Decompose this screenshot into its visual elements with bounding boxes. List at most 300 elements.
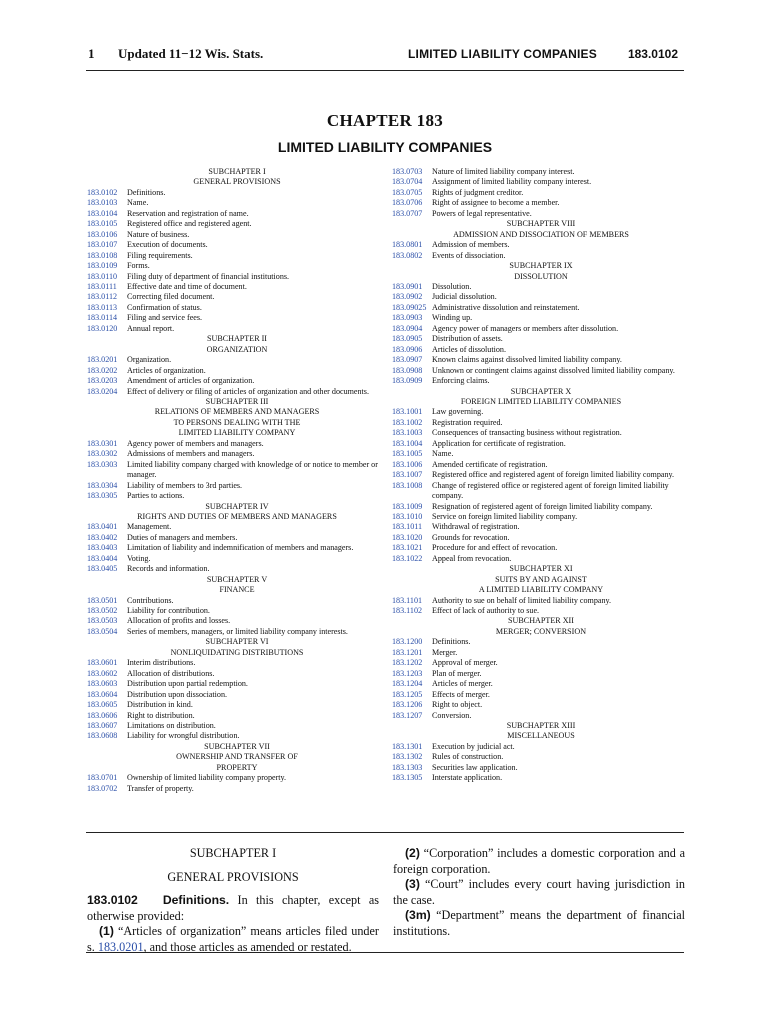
toc-entry [87, 376, 387, 386]
definition-3m [393, 908, 685, 939]
toc-entry [87, 564, 387, 574]
toc-section-link[interactable]: 183.1201 [392, 647, 423, 657]
toc-entry [87, 282, 387, 292]
toc-section-link[interactable]: 183.0801 [392, 240, 423, 250]
toc-section-title: Withdrawal of registration. [432, 522, 520, 532]
toc-entry [392, 324, 690, 334]
toc-entry [87, 773, 387, 783]
toc-entry [392, 188, 690, 198]
toc-section-title: Effect of lack of authority to sue. [432, 606, 540, 616]
toc-section-link[interactable]: 183.0402 [87, 532, 118, 542]
toc-entry [392, 512, 690, 522]
toc-section-title: Effects of merger. [432, 689, 490, 699]
toc-entry [87, 198, 387, 208]
toc-entry [87, 627, 387, 637]
toc-entry [87, 554, 387, 564]
toc-subchapter-heading: SUBCHAPTER V [206, 574, 268, 584]
toc-entry [392, 554, 690, 564]
toc-entry [392, 334, 690, 344]
toc-entry [87, 700, 387, 710]
toc-section-title: Conversion. [432, 710, 472, 720]
toc-subchapter-heading: OWNERSHIP AND TRANSFER OF [176, 752, 298, 762]
running-title: LIMITED LIABILITY COMPANIES [408, 47, 597, 61]
toc-entry [87, 522, 387, 532]
toc-subchapter-heading: SUBCHAPTER III [205, 396, 269, 406]
toc-subchapter-heading: SUBCHAPTER VIII [506, 219, 576, 229]
toc-entry [87, 460, 387, 481]
toc-section-title: Interim distributions. [127, 658, 196, 668]
toc-entry [392, 355, 690, 365]
toc-entry [392, 407, 690, 417]
toc-section-link[interactable]: 183.0305 [87, 491, 118, 501]
toc-section-link[interactable]: 183.1004 [392, 438, 423, 448]
toc-section-link[interactable]: 183.1102 [392, 606, 423, 616]
toc-section-link[interactable]: 183.1203 [392, 668, 423, 678]
toc-section-link[interactable]: 183.0120 [87, 323, 118, 333]
toc-entry [392, 428, 690, 438]
toc-subchapter-heading: LIMITED LIABILITY COMPANY [178, 428, 296, 438]
section-title: Definitions. [162, 893, 230, 908]
toc-section-link[interactable]: 183.0905 [392, 334, 423, 344]
toc-section-title: Filing and service fees. [127, 313, 203, 323]
toc-section-title: Registered office and registered agent of foreign limited liability company. [432, 470, 675, 480]
toc-entry [392, 763, 690, 773]
toc-section-link[interactable]: 183.0903 [392, 313, 423, 323]
toc-section-title: Reservation and registration of name. [127, 208, 249, 218]
toc-entry [392, 502, 690, 512]
toc-section-link[interactable]: 183.0608 [87, 731, 118, 741]
toc-section-link[interactable]: 183.1303 [392, 762, 423, 772]
toc-entry [392, 606, 690, 616]
toc-entry [87, 292, 387, 302]
toc-left-column [87, 167, 387, 794]
toc-entry [392, 637, 690, 647]
toc-section-link[interactable]: 183.0902 [392, 292, 423, 302]
toc-section-title: Contributions. [127, 595, 174, 605]
toc-entry [392, 209, 690, 219]
toc-section-link[interactable]: 183.0401 [87, 522, 118, 532]
toc-section-link[interactable]: 183.0601 [87, 658, 118, 668]
toc-entry [87, 355, 387, 365]
toc-entry [392, 481, 690, 502]
toc-section-link[interactable]: 183.0906 [392, 344, 423, 354]
toc-section-link[interactable]: 183.1005 [392, 449, 423, 459]
toc-subchapter-heading: GENERAL PROVISIONS [193, 177, 281, 187]
toc-entry [392, 669, 690, 679]
toc-section-link[interactable]: 183.0707 [392, 208, 423, 218]
toc-section-link[interactable]: 183.0703 [392, 167, 423, 176]
running-section: 183.0102 [627, 47, 678, 61]
toc-section-link[interactable]: 183.1205 [392, 689, 423, 699]
toc-subchapter-heading: RIGHTS AND DUTIES OF MEMBERS AND MANAGERS [137, 511, 337, 521]
toc-subchapter-heading: SUITS BY AND AGAINST [495, 574, 587, 584]
toc-entry [392, 449, 690, 459]
toc-section-title: Ownership of limited liability company property. [127, 773, 287, 783]
toc-section-title: Events of dissociation. [432, 250, 506, 260]
toc-entry [87, 240, 387, 250]
toc-entry [87, 616, 387, 626]
toc-section-title: Law governing. [432, 407, 484, 417]
toc-section-title: Approval of merger. [432, 658, 498, 668]
toc-entry [392, 711, 690, 721]
toc-section-title: Amendment of articles of organization. [127, 376, 255, 386]
toc-section-title: Limitation of liability and indemnification of members and managers. [127, 543, 354, 553]
toc-section-link[interactable]: 183.1204 [392, 679, 423, 689]
toc-entry [87, 261, 387, 271]
toc-entry [392, 303, 690, 313]
toc-entry [87, 230, 387, 240]
toc-section-link[interactable]: 183.1011 [392, 522, 423, 532]
toc-entry [87, 188, 387, 198]
toc-section-link[interactable]: 183.1020 [392, 532, 423, 542]
toc-section-link[interactable]: 183.0901 [392, 281, 423, 291]
toc-section-link[interactable]: 183.0503 [87, 616, 118, 626]
toc-section-link[interactable]: 183.0701 [87, 773, 118, 783]
toc-entry [87, 669, 387, 679]
link-183-0201[interactable]: 183.0201 [97, 939, 144, 954]
toc-section-title: Securities law application. [432, 762, 518, 772]
toc-entry [392, 596, 690, 606]
definition-1-text-b: , and those articles as amended or restated. [143, 939, 352, 954]
toc-section-link[interactable]: 183.0107 [87, 240, 118, 250]
toc-section-link[interactable]: 183.0605 [87, 700, 118, 710]
toc-section-title: Allocation of distributions. [127, 668, 215, 678]
toc-section-title: Dissolution. [432, 281, 472, 291]
toc-section-link[interactable]: 183.0909 [392, 376, 423, 386]
toc-section-link[interactable]: 183.0202 [87, 365, 118, 375]
toc-section-title: Administrative dissolution and reinstatement. [432, 302, 580, 312]
toc-section-title: Filing requirements. [127, 250, 193, 260]
toc-subchapter-heading: TO PERSONS DEALING WITH THE [173, 417, 301, 427]
toc-entry [87, 596, 387, 606]
toc-section-link[interactable]: 183.0301 [87, 438, 118, 448]
toc-section-title: Distribution in kind. [127, 700, 193, 710]
toc-entry [392, 522, 690, 532]
toc-subchapter-heading: SUBCHAPTER XI [509, 564, 573, 574]
definition-3 [393, 877, 685, 908]
toc-entry [87, 303, 387, 313]
toc-entry [392, 418, 690, 428]
toc-section-link[interactable]: 183.0113 [87, 302, 118, 312]
toc-section-link[interactable]: 183.09025 [392, 302, 427, 312]
toc-section-title: Right to object. [432, 700, 483, 710]
toc-section-link[interactable]: 183.0403 [87, 543, 118, 553]
toc-section-title: Execution by judicial act. [432, 741, 515, 751]
toc-subchapter-heading: FOREIGN LIMITED LIABILITY COMPANIES [460, 396, 622, 406]
toc-section-link[interactable]: 183.0603 [87, 679, 118, 689]
toc-section-link[interactable]: 183.0110 [87, 271, 118, 281]
toc-section-title: Management. [127, 522, 172, 532]
definition-3-number: (3) [405, 877, 420, 892]
toc-section-title: Articles of dissolution. [432, 344, 506, 354]
toc-section-title: Transfer of property. [127, 783, 194, 793]
toc-section-link[interactable]: 183.0204 [87, 386, 118, 396]
toc-subchapter-heading: NONLIQUIDATING DISTRIBUTIONS [170, 647, 304, 657]
body-divider [86, 832, 684, 833]
toc-entry [392, 773, 690, 783]
toc-subchapter-heading: SUBCHAPTER XII [508, 616, 574, 626]
toc-entry [392, 366, 690, 376]
toc-section-title: Assignment of limited liability company interest. [432, 177, 592, 187]
chapter-title: LIMITED LIABILITY COMPANIES [277, 139, 493, 155]
toc-section-link[interactable]: 183.0702 [87, 783, 118, 793]
toc-entry [87, 658, 387, 668]
toc-section-title: Registration required. [432, 417, 503, 427]
toc-entry [87, 543, 387, 553]
toc-subchapter-heading: SUBCHAPTER IX [509, 261, 573, 271]
toc-entry [87, 721, 387, 731]
toc-section-title: Records and information. [127, 564, 210, 574]
toc-entry [87, 784, 387, 794]
toc-section-link[interactable]: 183.0802 [392, 250, 423, 260]
toc-section-title: Procedure for and effect of revocation. [432, 543, 558, 553]
toc-section-link[interactable]: 183.0106 [87, 229, 118, 239]
toc-section-title: Liability of members to 3rd parties. [127, 480, 243, 490]
toc-section-link[interactable]: 183.0602 [87, 668, 118, 678]
toc-entry [87, 272, 387, 282]
toc-entry [87, 449, 387, 459]
toc-subchapter-heading: SUBCHAPTER I [208, 167, 266, 176]
toc-subchapter-heading: ORGANIZATION [206, 344, 268, 354]
toc-section-title: Name. [127, 198, 149, 208]
toc-section-title: Definitions. [127, 187, 166, 197]
toc-entry [392, 439, 690, 449]
toc-section-link[interactable]: 183.1101 [392, 595, 423, 605]
toc-section-link[interactable]: 183.1305 [392, 773, 423, 783]
toc-section-link[interactable]: 183.0109 [87, 261, 118, 271]
toc-section-title: Amended certificate of registration. [432, 459, 548, 469]
toc-section-link[interactable]: 183.0304 [87, 480, 118, 490]
toc-entry [392, 345, 690, 355]
toc-section-link[interactable]: 183.1010 [392, 511, 423, 521]
toc-entry [392, 198, 690, 208]
toc-section-title: Consequences of transacting business without registration. [432, 428, 622, 438]
toc-section-title: Judicial dissolution. [432, 292, 497, 302]
toc-section-link[interactable]: 183.1202 [392, 658, 423, 668]
definition-1-text-a: “Articles of organization” means articles filed under s. [87, 924, 379, 954]
toc-subchapter-heading: SUBCHAPTER VII [204, 741, 270, 751]
section-183-0102 [87, 893, 379, 924]
toc-section-link[interactable]: 183.1008 [392, 480, 423, 490]
toc-entry [87, 491, 387, 501]
toc-section-link[interactable]: 183.0302 [87, 449, 118, 459]
toc-subchapter-heading: SUBCHAPTER VI [205, 637, 269, 647]
toc-entry [87, 711, 387, 721]
definition-1-number: (1) [99, 924, 114, 939]
toc-section-link[interactable]: 183.0907 [392, 355, 423, 365]
toc-entry [87, 439, 387, 449]
definition-3m-text: “Department” means the department of financial institutions. [393, 908, 686, 938]
toc-section-link[interactable]: 183.1021 [392, 543, 423, 553]
toc-section-title: Distribution upon dissociation. [127, 689, 228, 699]
toc-section-link[interactable]: 183.1002 [392, 417, 423, 427]
toc-section-title: Nature of business. [127, 229, 190, 239]
toc-section-title: Annual report. [127, 323, 175, 333]
toc-section-title: Right to distribution. [127, 710, 195, 720]
toc-section-title: Rights of judgment creditor. [432, 187, 524, 197]
toc-entry [87, 219, 387, 229]
definition-1 [87, 924, 379, 955]
toc-section-title: Effective date and time of document. [127, 281, 247, 291]
toc-section-link[interactable]: 183.1022 [392, 553, 423, 563]
toc-entry [87, 251, 387, 261]
toc-entry [392, 460, 690, 470]
toc-section-link[interactable]: 183.0104 [87, 208, 118, 218]
toc-entry [392, 533, 690, 543]
toc-entry [392, 282, 690, 292]
toc-section-title: Grounds for revocation. [432, 532, 510, 542]
toc-section-link[interactable]: 183.1009 [392, 501, 423, 511]
toc-section-title: Registered office and registered agent. [127, 219, 252, 229]
toc-entry [87, 209, 387, 219]
toc-section-link[interactable]: 183.0201 [87, 355, 118, 365]
toc-section-link[interactable]: 183.0908 [392, 365, 423, 375]
toc-entry [87, 690, 387, 700]
toc-section-title: Articles of organization. [127, 365, 206, 375]
subchapter-title: GENERAL PROVISIONS [167, 869, 299, 884]
toc-subchapter-heading: DISSOLUTION [514, 271, 568, 281]
toc-section-link[interactable]: 183.0303 [87, 459, 118, 469]
toc-section-link[interactable]: 183.0203 [87, 376, 118, 386]
toc-section-title: Application for certificate of registration. [432, 438, 566, 448]
toc-section-title: Confirmation of status. [127, 302, 202, 312]
toc-entry [392, 240, 690, 250]
definition-3m-number: (3m) [405, 908, 431, 923]
toc-section-link[interactable]: 183.0501 [87, 595, 118, 605]
toc-section-title: Distribution upon partial redemption. [127, 679, 248, 689]
toc-subchapter-heading: SUBCHAPTER X [510, 386, 572, 396]
toc-section-title: Nature of limited liability company interest. [432, 167, 575, 176]
toc-section-link[interactable]: 183.0405 [87, 564, 118, 574]
toc-section-title: Execution of documents. [127, 240, 208, 250]
toc-section-link[interactable]: 183.0108 [87, 250, 118, 260]
toc-section-link[interactable]: 183.0114 [87, 313, 118, 323]
toc-section-link[interactable]: 183.1207 [392, 710, 423, 720]
toc-section-title: Articles of merger. [432, 679, 493, 689]
toc-subchapter-heading: SUBCHAPTER XIII [506, 721, 576, 731]
toc-section-link[interactable]: 183.0112 [87, 292, 118, 302]
subchapter-heading: SUBCHAPTER I [189, 846, 277, 860]
toc-section-title: Admissions of members and managers. [127, 449, 255, 459]
toc-subchapter-heading: SUBCHAPTER IV [205, 501, 269, 511]
definition-2-number: (2) [405, 846, 420, 860]
toc-section-link[interactable]: 183.1007 [392, 470, 423, 480]
toc-section-link[interactable]: 183.0607 [87, 721, 118, 731]
toc-section-title: Merger. [432, 647, 458, 657]
toc-section-title: Powers of legal representative. [432, 208, 532, 218]
toc-section-link[interactable]: 183.0103 [87, 198, 118, 208]
body-right-column [393, 846, 685, 940]
toc-section-link[interactable]: 183.0111 [87, 281, 117, 291]
page-number: 1 [88, 46, 95, 61]
toc-section-title: Right of assignee to become a member. [432, 198, 560, 208]
toc-section-title: Filing duty of department of financial institutions. [127, 271, 290, 281]
toc-section-title: Change of registered office or registered agent of foreign limited liability company. [432, 480, 669, 501]
toc-subchapter-heading: MISCELLANEOUS [507, 731, 575, 741]
toc-section-title: Service on foreign limited liability company. [432, 511, 578, 521]
section-number: 183.0102 [87, 893, 138, 908]
toc-subchapter-heading: RELATIONS OF MEMBERS AND MANAGERS [154, 407, 320, 417]
toc-section-link[interactable]: 183.0706 [392, 198, 423, 208]
toc-section-title: Rules of construction. [432, 752, 504, 762]
toc-section-title: Appeal from revocation. [432, 553, 512, 563]
toc-section-link[interactable]: 183.1200 [392, 637, 423, 647]
toc-entry [392, 700, 690, 710]
toc-section-link[interactable]: 183.0904 [392, 323, 423, 333]
toc-section-title: Duties of managers and members. [127, 532, 238, 542]
toc-entry [87, 324, 387, 334]
toc-section-title: Allocation of profits and losses. [127, 616, 231, 626]
toc-section-title: Known claims against dissolved limited liability company. [432, 355, 622, 365]
toc-section-link[interactable]: 183.0105 [87, 219, 118, 229]
toc-section-title: Effect of delivery or filing of articles of organization and other documents. [127, 386, 369, 396]
toc-section-link[interactable]: 183.0704 [392, 177, 423, 187]
toc-section-title: Organization. [127, 355, 172, 365]
updated-label: Updated 11−12 Wis. Stats. [118, 46, 264, 61]
toc-section-title: Agency power of members and managers. [127, 438, 264, 448]
toc-entry [87, 606, 387, 616]
toc-section-link[interactable]: 183.0102 [87, 187, 118, 197]
toc-section-link[interactable]: 183.0404 [87, 553, 118, 563]
toc-section-link[interactable]: 183.1006 [392, 459, 423, 469]
toc-section-title: Resignation of registered agent of foreign limited liability company. [432, 501, 653, 511]
toc-section-link[interactable]: 183.1003 [392, 428, 423, 438]
toc-entry [87, 679, 387, 689]
toc-section-title: Winding up. [432, 313, 473, 323]
toc-section-link[interactable]: 183.0705 [392, 187, 423, 197]
toc-section-link[interactable]: 183.0604 [87, 689, 118, 699]
definition-2 [393, 846, 685, 877]
toc-section-title: Correcting filed document. [127, 292, 215, 302]
toc-section-title: Forms. [127, 261, 150, 271]
toc-entry [392, 690, 690, 700]
toc-section-link[interactable]: 183.0504 [87, 626, 118, 636]
toc-section-link[interactable]: 183.1001 [392, 407, 423, 417]
toc-section-link[interactable]: 183.1302 [392, 752, 423, 762]
toc-entry [87, 387, 387, 397]
toc-section-title: Limitations on distribution. [127, 721, 216, 731]
toc-section-title: Agency power of managers or members after dissolution. [432, 323, 619, 333]
toc-section-title: Liability for contribution. [127, 606, 210, 616]
toc-entry [392, 313, 690, 323]
toc-section-link[interactable]: 183.0606 [87, 710, 118, 720]
toc-section-link[interactable]: 183.1206 [392, 700, 423, 710]
toc-entry [392, 543, 690, 553]
toc-right-column [392, 167, 690, 784]
toc-entry [392, 742, 690, 752]
running-header [86, 46, 684, 68]
toc-subchapter-heading: MERGER; CONVERSION [495, 626, 587, 636]
toc-section-title: Parties to actions. [127, 491, 185, 501]
toc-entry [392, 376, 690, 386]
toc-section-title: Enforcing claims. [432, 376, 490, 386]
toc-section-title: Distribution of assets. [432, 334, 503, 344]
toc-section-title: Liability for wrongful distribution. [127, 731, 240, 741]
toc-subchapter-heading: A LIMITED LIABILITY COMPANY [478, 585, 604, 595]
toc-subchapter-heading: ADMISSION AND DISSOCIATION OF MEMBERS [453, 229, 629, 239]
toc-section-title: Series of members, managers, or limited liability company interests. [127, 626, 348, 636]
toc-section-title: Admission of members. [432, 240, 510, 250]
toc-entry [87, 533, 387, 543]
toc-entry [392, 292, 690, 302]
toc-section-link[interactable]: 183.1301 [392, 741, 423, 751]
footer-rule [86, 952, 684, 953]
toc-entry [392, 470, 690, 480]
toc-section-title: Voting. [127, 553, 151, 563]
body-left-column [87, 846, 379, 956]
toc-section-link[interactable]: 183.0502 [87, 606, 118, 616]
toc-entry [392, 658, 690, 668]
